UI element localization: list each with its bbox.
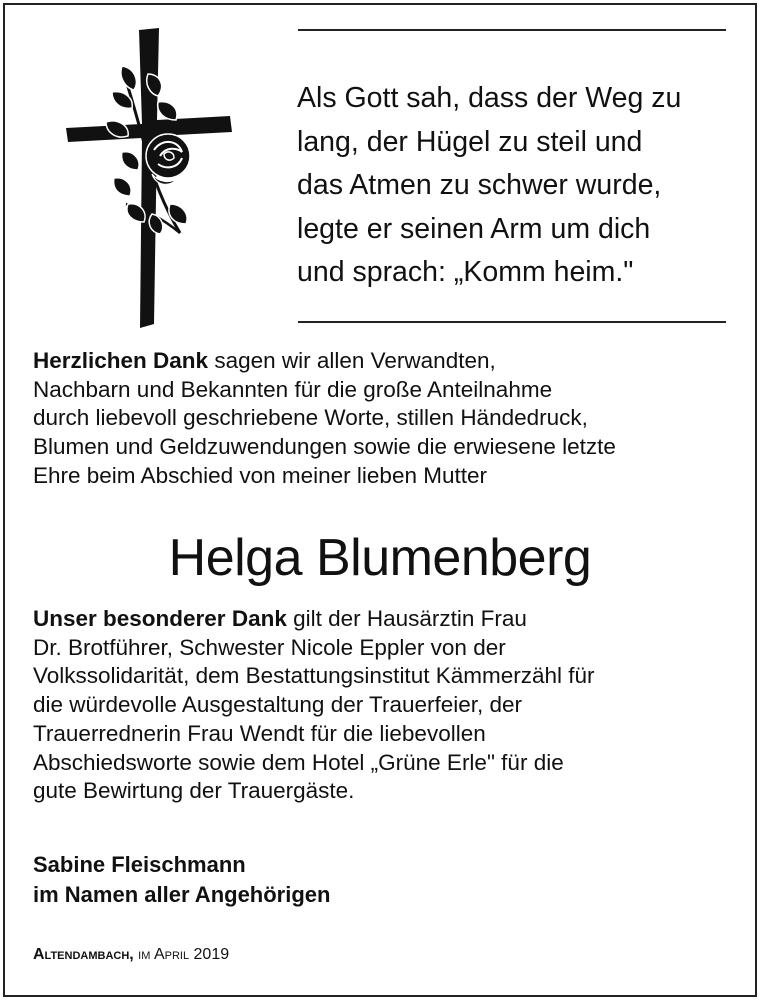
cross-with-rose-icon [62, 28, 237, 328]
special-thanks-line [33, 605, 733, 634]
verse-line: Als Gott sah, dass der Weg zu [297, 82, 682, 114]
place: Altendambach, [33, 946, 134, 963]
special-thanks-line: Trauerrednerin Frau Wendt für die liebevollen [33, 720, 486, 746]
thanks-line: Nachbarn und Bekannten für die große Anteilnahme [33, 376, 553, 402]
signature-name: Sabine Fleischmann [33, 852, 246, 877]
signature [33, 850, 330, 910]
thanks-line [33, 347, 733, 376]
verse-top-rule [298, 29, 726, 31]
thanks-line: durch liebevoll geschriebene Worte, stillen Händedruck, [33, 405, 588, 431]
verse-line: und sprach: „Komm heim." [297, 256, 634, 288]
thanks-lead: Herzlichen Dank [33, 348, 209, 373]
special-thanks-text: gilt der Hausärztin Frau [286, 606, 527, 631]
thanks-line: Ehre beim Abschied von meiner lieben Mutter [33, 462, 487, 488]
verse-line: das Atmen zu schwer wurde, [297, 169, 662, 201]
deceased-name: Helga Blumenberg [168, 529, 592, 587]
verse [297, 77, 737, 295]
verse-line: legte er seinen Arm um dich [297, 212, 651, 245]
special-thanks-lead: Unser besonderer Dank [33, 606, 287, 631]
special-thanks-line: Dr. Brotführer, Schwester Nicole Eppler von der [33, 634, 506, 660]
thanks-paragraph [33, 347, 733, 491]
thanks-line: Blumen und Geldzuwendungen sowie die erwiesene letzte [33, 434, 616, 460]
verse-line: lang, der Hügel zu steil und [297, 125, 643, 158]
verse-bottom-rule [298, 321, 726, 323]
signature-on-behalf: im Namen aller Angehörigen [33, 882, 331, 907]
special-thanks-paragraph [33, 605, 733, 806]
place-date [33, 944, 229, 966]
date: im April 2019 [133, 946, 230, 963]
special-thanks-line: Abschiedsworte sowie dem Hotel „Grüne Erle" für die [33, 749, 564, 775]
thanks-text: sagen wir allen Verwandten, [208, 348, 496, 373]
special-thanks-line: gute Bewirtung der Trauergäste. [33, 778, 355, 804]
special-thanks-line: Volkssolidarität, dem Bestattungsinstitut Kämmerzähl für [33, 663, 595, 689]
special-thanks-line: die würdevolle Ausgestaltung der Trauerfeier, der [33, 692, 523, 718]
